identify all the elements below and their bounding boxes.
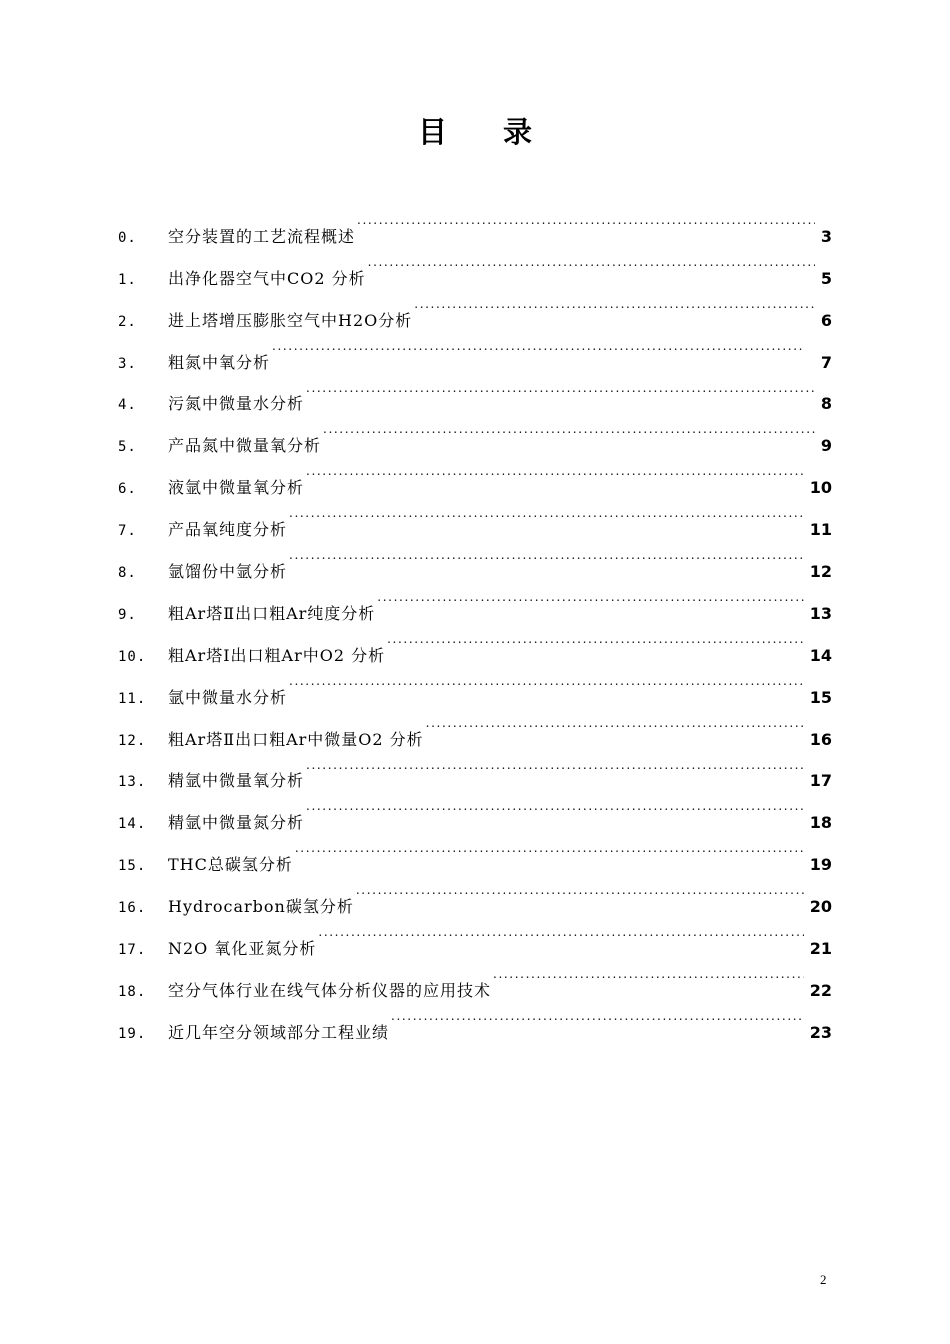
toc-dot-leader bbox=[323, 409, 815, 451]
toc-entry-page: 23 bbox=[809, 1022, 832, 1042]
toc-dot-leader bbox=[391, 996, 804, 1038]
toc-dot-leader bbox=[356, 870, 804, 912]
toc-entry-title: Hydrocarbon碳氢分析 bbox=[168, 897, 354, 917]
toc-dot-leader bbox=[368, 242, 815, 284]
toc-entry-page: 9 bbox=[820, 436, 832, 456]
toc-entry-page: 12 bbox=[809, 562, 832, 582]
toc-entry-number: 2. bbox=[118, 313, 137, 330]
toc-entry-number: 10. bbox=[118, 648, 147, 665]
toc-entry-title: 出净化器空气中CO2 分析 bbox=[168, 268, 366, 288]
page-title: 目录 bbox=[417, 115, 588, 149]
toc-dot-leader bbox=[272, 326, 815, 368]
toc-dot-leader bbox=[493, 954, 804, 996]
toc-entry-page: 11 bbox=[809, 520, 832, 540]
toc-entry-title: 氩馏份中氩分析 bbox=[168, 562, 288, 582]
toc-dot-leader bbox=[414, 284, 815, 326]
toc-entry-number: 1. bbox=[118, 271, 137, 288]
toc-entry-page: 20 bbox=[809, 897, 832, 917]
toc-entry-page: 5 bbox=[820, 268, 832, 288]
toc-entry-number: 6. bbox=[118, 481, 137, 498]
page-number: 2 bbox=[820, 1272, 827, 1287]
toc-dot-leader bbox=[306, 368, 815, 410]
toc-entry-title: N2O 氧化亚氮分析 bbox=[168, 939, 317, 959]
toc-entry-title: 空分装置的工艺流程概述 bbox=[168, 226, 356, 246]
toc-entry-page: 22 bbox=[809, 980, 832, 1000]
toc-dot-leader bbox=[426, 703, 804, 745]
toc-entry-page: 21 bbox=[809, 939, 832, 959]
toc-entry-title: 产品氮中微量氧分析 bbox=[168, 436, 322, 456]
toc-entry-title: THC总碳氢分析 bbox=[168, 855, 293, 875]
toc-entry-page: 6 bbox=[820, 310, 832, 330]
toc-entry-title: 液氩中微量氧分析 bbox=[168, 478, 305, 498]
toc-entry-title: 精氩中微量氧分析 bbox=[168, 771, 305, 791]
toc-entry-number: 8. bbox=[118, 565, 137, 582]
toc-entry-number: 18. bbox=[118, 983, 147, 1000]
toc-entry-number: 14. bbox=[118, 816, 147, 833]
toc-dot-leader bbox=[387, 619, 804, 661]
toc-entry-number: 15. bbox=[118, 858, 147, 875]
toc-entry-page: 18 bbox=[809, 813, 832, 833]
toc-entry-title: 近几年空分领域部分工程业绩 bbox=[168, 1022, 390, 1042]
toc-dot-leader bbox=[318, 912, 803, 954]
toc-entry-title: 污氮中微量水分析 bbox=[168, 394, 305, 414]
toc-entry-page: 14 bbox=[809, 645, 832, 665]
toc-entry-number: 9. bbox=[118, 606, 137, 623]
toc-entry-page: 15 bbox=[809, 687, 832, 707]
toc-entry-title: 粗Ar塔Ⅱ出口粗Ar纯度分析 bbox=[168, 603, 376, 623]
toc-entry-title: 精氩中微量氮分析 bbox=[168, 813, 305, 833]
toc-dot-leader bbox=[357, 200, 815, 242]
toc-dot-leader bbox=[289, 535, 804, 577]
toc-entry-number: 4. bbox=[118, 397, 137, 414]
toc-entry-number: 17. bbox=[118, 942, 147, 959]
toc-dot-leader bbox=[306, 451, 804, 493]
toc-entry-number: 11. bbox=[118, 690, 147, 707]
toc-entry-title: 进上塔增压膨胀空气中H2O分析 bbox=[168, 310, 413, 330]
toc-entry-title: 产品氧纯度分析 bbox=[168, 520, 288, 540]
toc-entry-title: 粗Ar塔I出口粗Ar中O2 分析 bbox=[168, 645, 386, 665]
toc-entry-number: 7. bbox=[118, 523, 137, 540]
toc-entry-page: 8 bbox=[820, 394, 832, 414]
toc-dot-leader bbox=[295, 828, 804, 870]
toc-entry-title: 空分气体行业在线气体分析仪器的应用技术 bbox=[168, 980, 492, 1000]
toc-entry-number: 19. bbox=[118, 1025, 147, 1042]
toc-entry-page: 10 bbox=[809, 478, 832, 498]
toc-entry-title: 粗氮中氧分析 bbox=[168, 352, 271, 372]
toc-entry[interactable] bbox=[118, 200, 832, 246]
toc-entry-number: 16. bbox=[118, 900, 147, 917]
toc-entry-number: 12. bbox=[118, 732, 147, 749]
toc-entry-title: 氩中微量水分析 bbox=[168, 687, 288, 707]
toc-entry-page: 19 bbox=[809, 855, 832, 875]
toc-dot-leader bbox=[377, 577, 803, 619]
toc-entry-page: 3 bbox=[820, 226, 832, 246]
toc-entry-page: 17 bbox=[809, 771, 832, 791]
toc-dot-leader bbox=[306, 786, 804, 828]
table-of-contents bbox=[118, 200, 832, 1042]
toc-entry-page: 7 bbox=[820, 352, 832, 372]
toc-dot-leader bbox=[289, 661, 804, 703]
toc-entry-page: 13 bbox=[809, 603, 832, 623]
toc-entry-number: 13. bbox=[118, 774, 147, 791]
toc-dot-leader bbox=[289, 493, 804, 535]
toc-entry-number: 3. bbox=[118, 355, 137, 372]
toc-entry-number: 0. bbox=[118, 229, 137, 246]
toc-entry-number: 5. bbox=[118, 439, 137, 456]
toc-entry-title: 粗Ar塔Ⅱ出口粗Ar中微量O2 分析 bbox=[168, 729, 424, 749]
toc-entry-page: 16 bbox=[809, 729, 832, 749]
toc-dot-leader bbox=[306, 745, 804, 787]
